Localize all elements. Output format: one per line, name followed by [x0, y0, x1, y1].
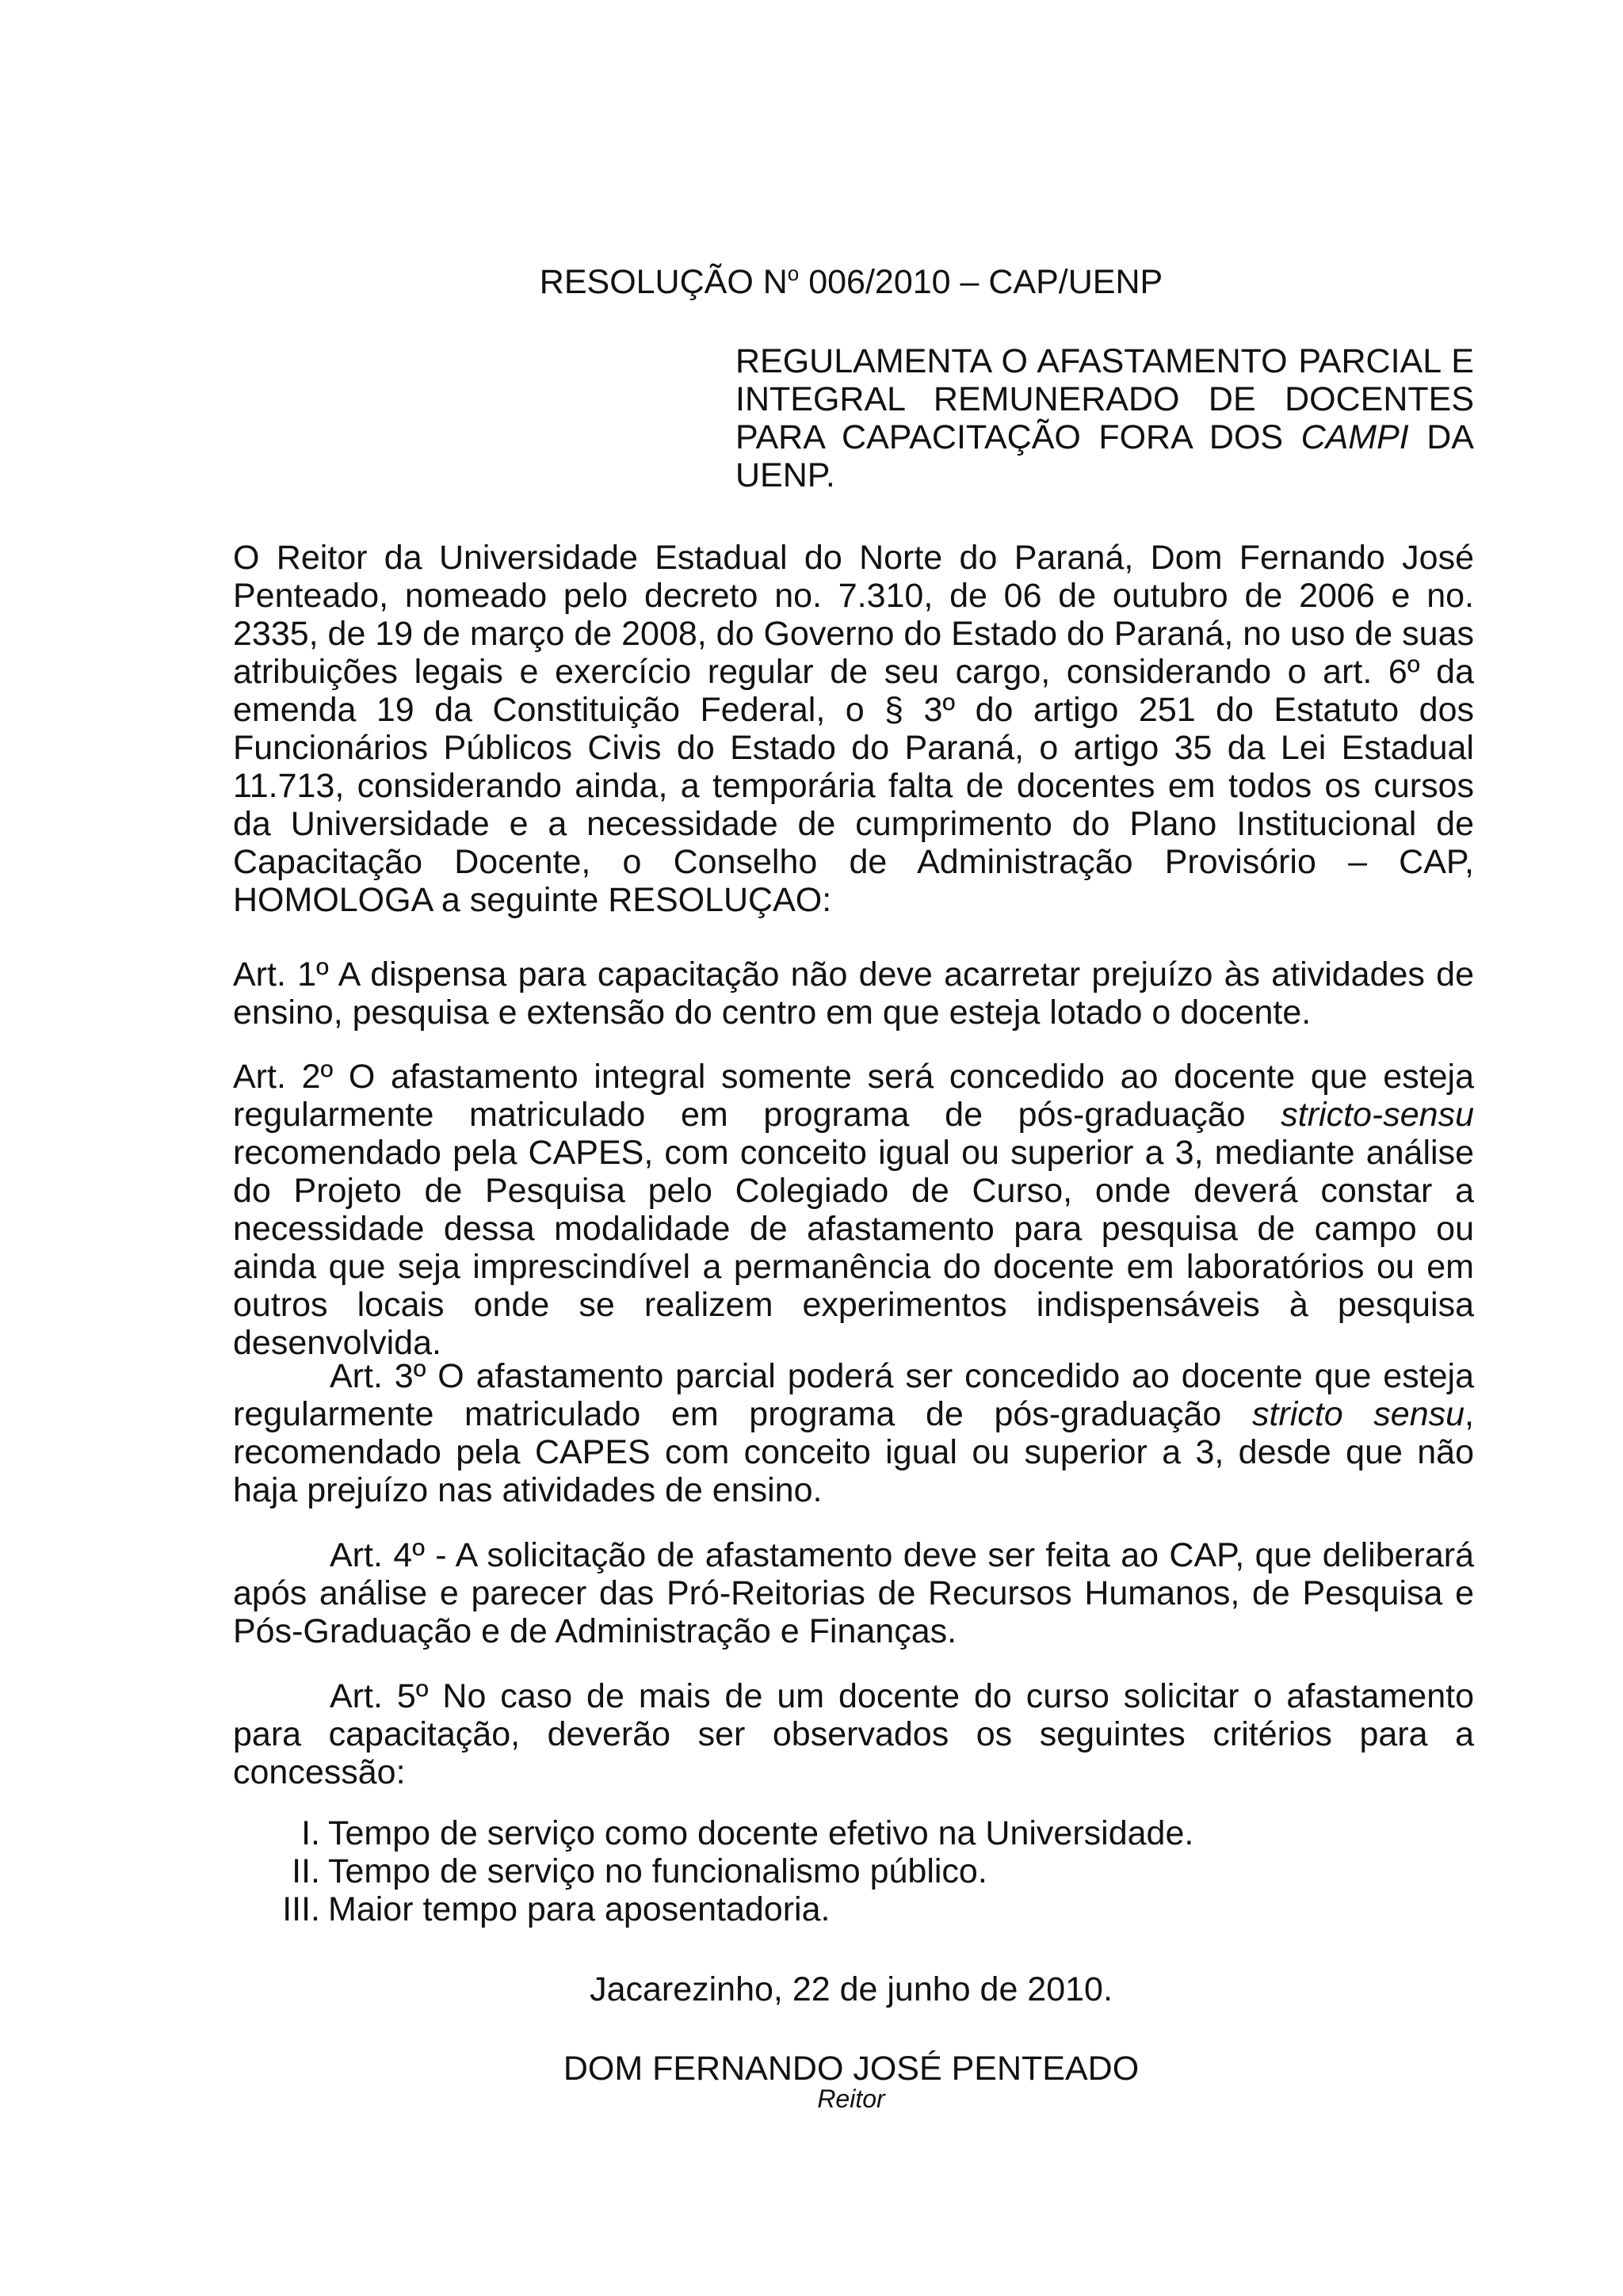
article-5: Art. 5º No caso de mais de um docente do curso solicitar o afastamento para capacitação, deverão ser observados os seguintes critérios para a concessão: — [233, 1677, 1474, 1791]
ementa-text-2: DA UENP. — [735, 418, 1474, 494]
list-item-text: Tempo de serviço no funcionalismo público. — [328, 1852, 987, 1890]
ementa-italic-campi: CAMPI — [1300, 418, 1409, 456]
list-item — [233, 1852, 1474, 1890]
list-item-number: I. — [301, 1814, 320, 1852]
list-item-number: III. — [282, 1890, 320, 1928]
ementa — [735, 342, 1474, 494]
signatory-name: DOM FERNANDO JOSÉ PENTEADO — [563, 2050, 1140, 2088]
list-item — [233, 1890, 1474, 1928]
article-2-italic: stricto-sensu — [1281, 1096, 1474, 1134]
list-item-text: Tempo de serviço como docente efetivo na Universidade. — [328, 1814, 1194, 1852]
article-3 — [233, 1357, 1474, 1509]
article-4: Art. 4º - A solicitação de afastamento deve ser feita ao CAP, que deliberará após análise e parecer das Pró-Reitorias de Recursos Humanos, de Pesquisa e Pós-Graduação e de Administração e Finanças. — [233, 1536, 1474, 1650]
article-2-text-a: Art. 2º O afastamento integral somente será concedido ao docente que esteja regularmente matriculado em programa de pós-graduação — [233, 1058, 1474, 1134]
article-2 — [233, 1058, 1474, 1362]
criteria-list — [233, 1814, 1474, 1928]
article-3-text-b: , recomendado pela CAPES com conceito igual ou superior a 3, desde que não haja prejuízo nas atividades de ensino. — [233, 1395, 1474, 1509]
signatory-role: Reitor — [817, 2084, 885, 2113]
resolution-title — [0, 263, 1623, 305]
title-prefix: RESOLUÇÃO N — [539, 263, 788, 301]
article-3-italic: stricto sensu — [1251, 1395, 1465, 1433]
list-item-number: II. — [292, 1852, 320, 1890]
list-item-text: Maior tempo para aposentadoria. — [328, 1890, 831, 1928]
article-3-text-a: Art. 3º O afastamento parcial poderá ser concedido ao docente que esteja regularmente matriculado em programa de pós-graduação — [233, 1357, 1474, 1433]
list-item — [233, 1814, 1474, 1852]
place-and-date: Jacarezinho, 22 de junho de 2010. — [590, 1970, 1113, 2008]
title-suffix: 006/2010 – CAP/UENP — [799, 263, 1163, 301]
article-2-text-b: recomendado pela CAPES, com conceito igual ou superior a 3, mediante análise do Projeto de Pesquisa pelo Colegiado de Curso, onde deverá constar a necessidade dessa modalidade de afastamento para pesquisa de campo ou ainda que seja imprescindível a permanência do docente em laboratórios ou em outros locais onde se realizem experimentos indispensáveis à pesquisa desenvolvida. — [233, 1134, 1474, 1362]
title-superscript: o — [787, 261, 800, 285]
preamble-paragraph: O Reitor da Universidade Estadual do Norte do Paraná, Dom Fernando José Penteado, nomeado pelo decreto no. 7.310, de 06 de outubro de 2006 e no. 2335, de 19 de março de 2008, do Governo do Estado do Paraná, no uso de suas atribuições legais e exercício regular de seu cargo, considerando o art. 6º da emenda 19 da Constituição Federal, o § 3º do artigo 251 do Estatuto dos Funcionários Públicos Civis do Estado do Paraná, o artigo 35 da Lei Estadual 11.713, considerando ainda, a temporária falta de docentes em todos os cursos da Universidade e a necessidade de cumprimento do Plano Institucional de Capacitação Docente, o Conselho de Administração Provisório – CAP, HOMOLOGA a seguinte RESOLUÇAO: — [233, 539, 1474, 919]
article-1: Art. 1º A dispensa para capacitação não deve acarretar prejuízo às atividades de ensino, pesquisa e extensão do centro em que esteja lotado o docente. — [233, 955, 1474, 1032]
ementa-text-1: REGULAMENTA O AFASTAMENTO PARCIAL E INTEGRAL REMUNERADO DE DOCENTES PARA CAPACITAÇÃO FORA DOS — [735, 342, 1474, 456]
